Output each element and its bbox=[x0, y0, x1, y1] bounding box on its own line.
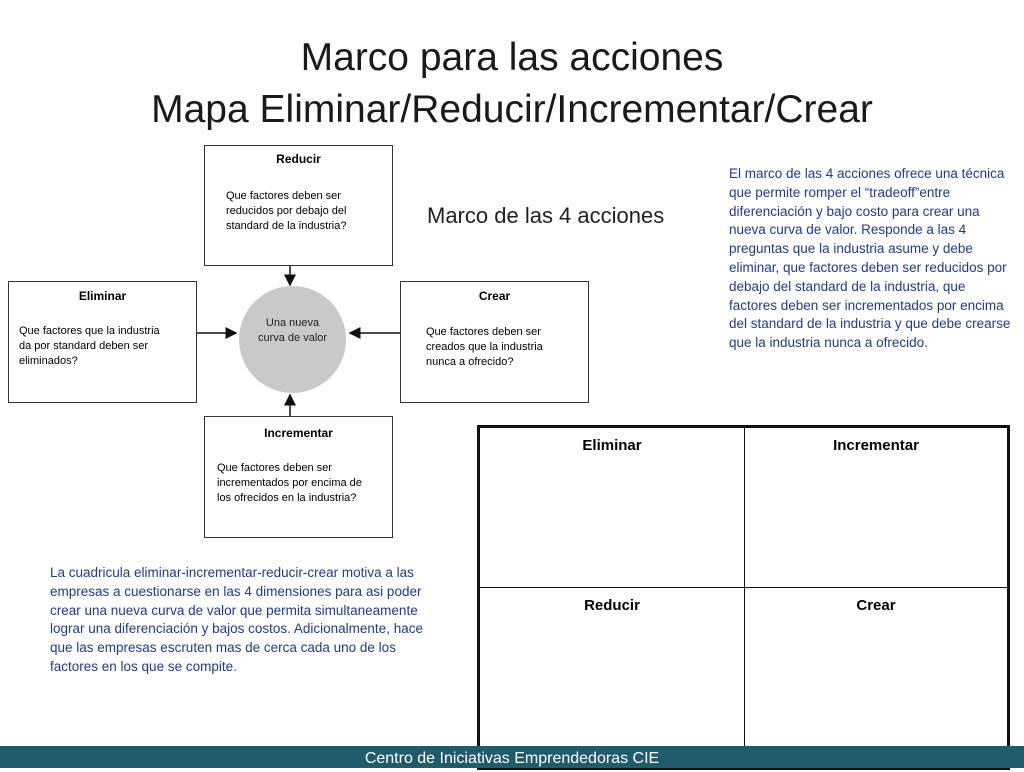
title-line-2: Mapa Eliminar/Reducir/Incrementar/Crear bbox=[151, 88, 873, 131]
eliminar-label: Eliminar bbox=[78, 289, 127, 303]
title-line-1: Marco para las acciones bbox=[300, 36, 724, 79]
value-curve-circle bbox=[239, 286, 346, 393]
reducir-text: Que factores deben ser reducidos por debajo del standard de la industria? bbox=[226, 190, 347, 232]
left-paragraph: La cuadricula eliminar-incrementar-reducir-crear motiva a las empresas a cuestionarse en las 4 dimensiones para asi poder crear una nueva curva de valor que permita simultaneamente lograr una diferenciación y bajos costos. Adicionalmente, hace que las empresas escruten mas de cerca cada uno de los factores en los que se compite. bbox=[50, 565, 423, 674]
eliminar-box bbox=[8, 281, 197, 403]
incrementar-text: Que factores deben ser incrementados por encima de los ofrecidos en la industria? bbox=[217, 462, 362, 504]
grid-cell-crear: Crear bbox=[856, 597, 896, 614]
incrementar-label: Incrementar bbox=[264, 426, 333, 440]
crear-text: Que factores deben ser creados que la industria nunca a ofrecido? bbox=[426, 326, 543, 368]
grid-cell-eliminar: Eliminar bbox=[480, 428, 745, 588]
crear-box bbox=[400, 281, 589, 403]
footer-text: Centro de Iniciativas Emprendedoras CIE bbox=[364, 750, 660, 767]
eliminar-text: Que factores que la industria da por standard deben ser eliminados? bbox=[19, 325, 160, 367]
grid-cell-incrementar: Incrementar bbox=[745, 428, 1007, 588]
right-paragraph: El marco de las 4 acciones ofrece una técnica que permite romper el “tradeoff”entre diferenciación y bajo costo para crear una nueva curva de valor. Responde a las 4 preguntas que la industria asume y debe eliminar, que factores deben ser reducidos por debajo del standard de la industria, que factores deben ser incrementados por encima del standard de la industria y que debe crearse que la industria nunca a ofrecido. bbox=[729, 166, 1011, 351]
grid-cell-reducir: Reducir bbox=[480, 588, 745, 770]
reducir-label: Reducir bbox=[276, 152, 321, 166]
footer-bar bbox=[0, 746, 1024, 768]
subtitle: Marco de las 4 acciones bbox=[427, 203, 665, 228]
errc-grid bbox=[477, 425, 1010, 770]
crear-label: Crear bbox=[478, 289, 511, 303]
reducir-box bbox=[204, 145, 393, 266]
value-curve-text: Una nueva curva de valor bbox=[257, 317, 328, 344]
incrementar-box bbox=[204, 416, 393, 538]
